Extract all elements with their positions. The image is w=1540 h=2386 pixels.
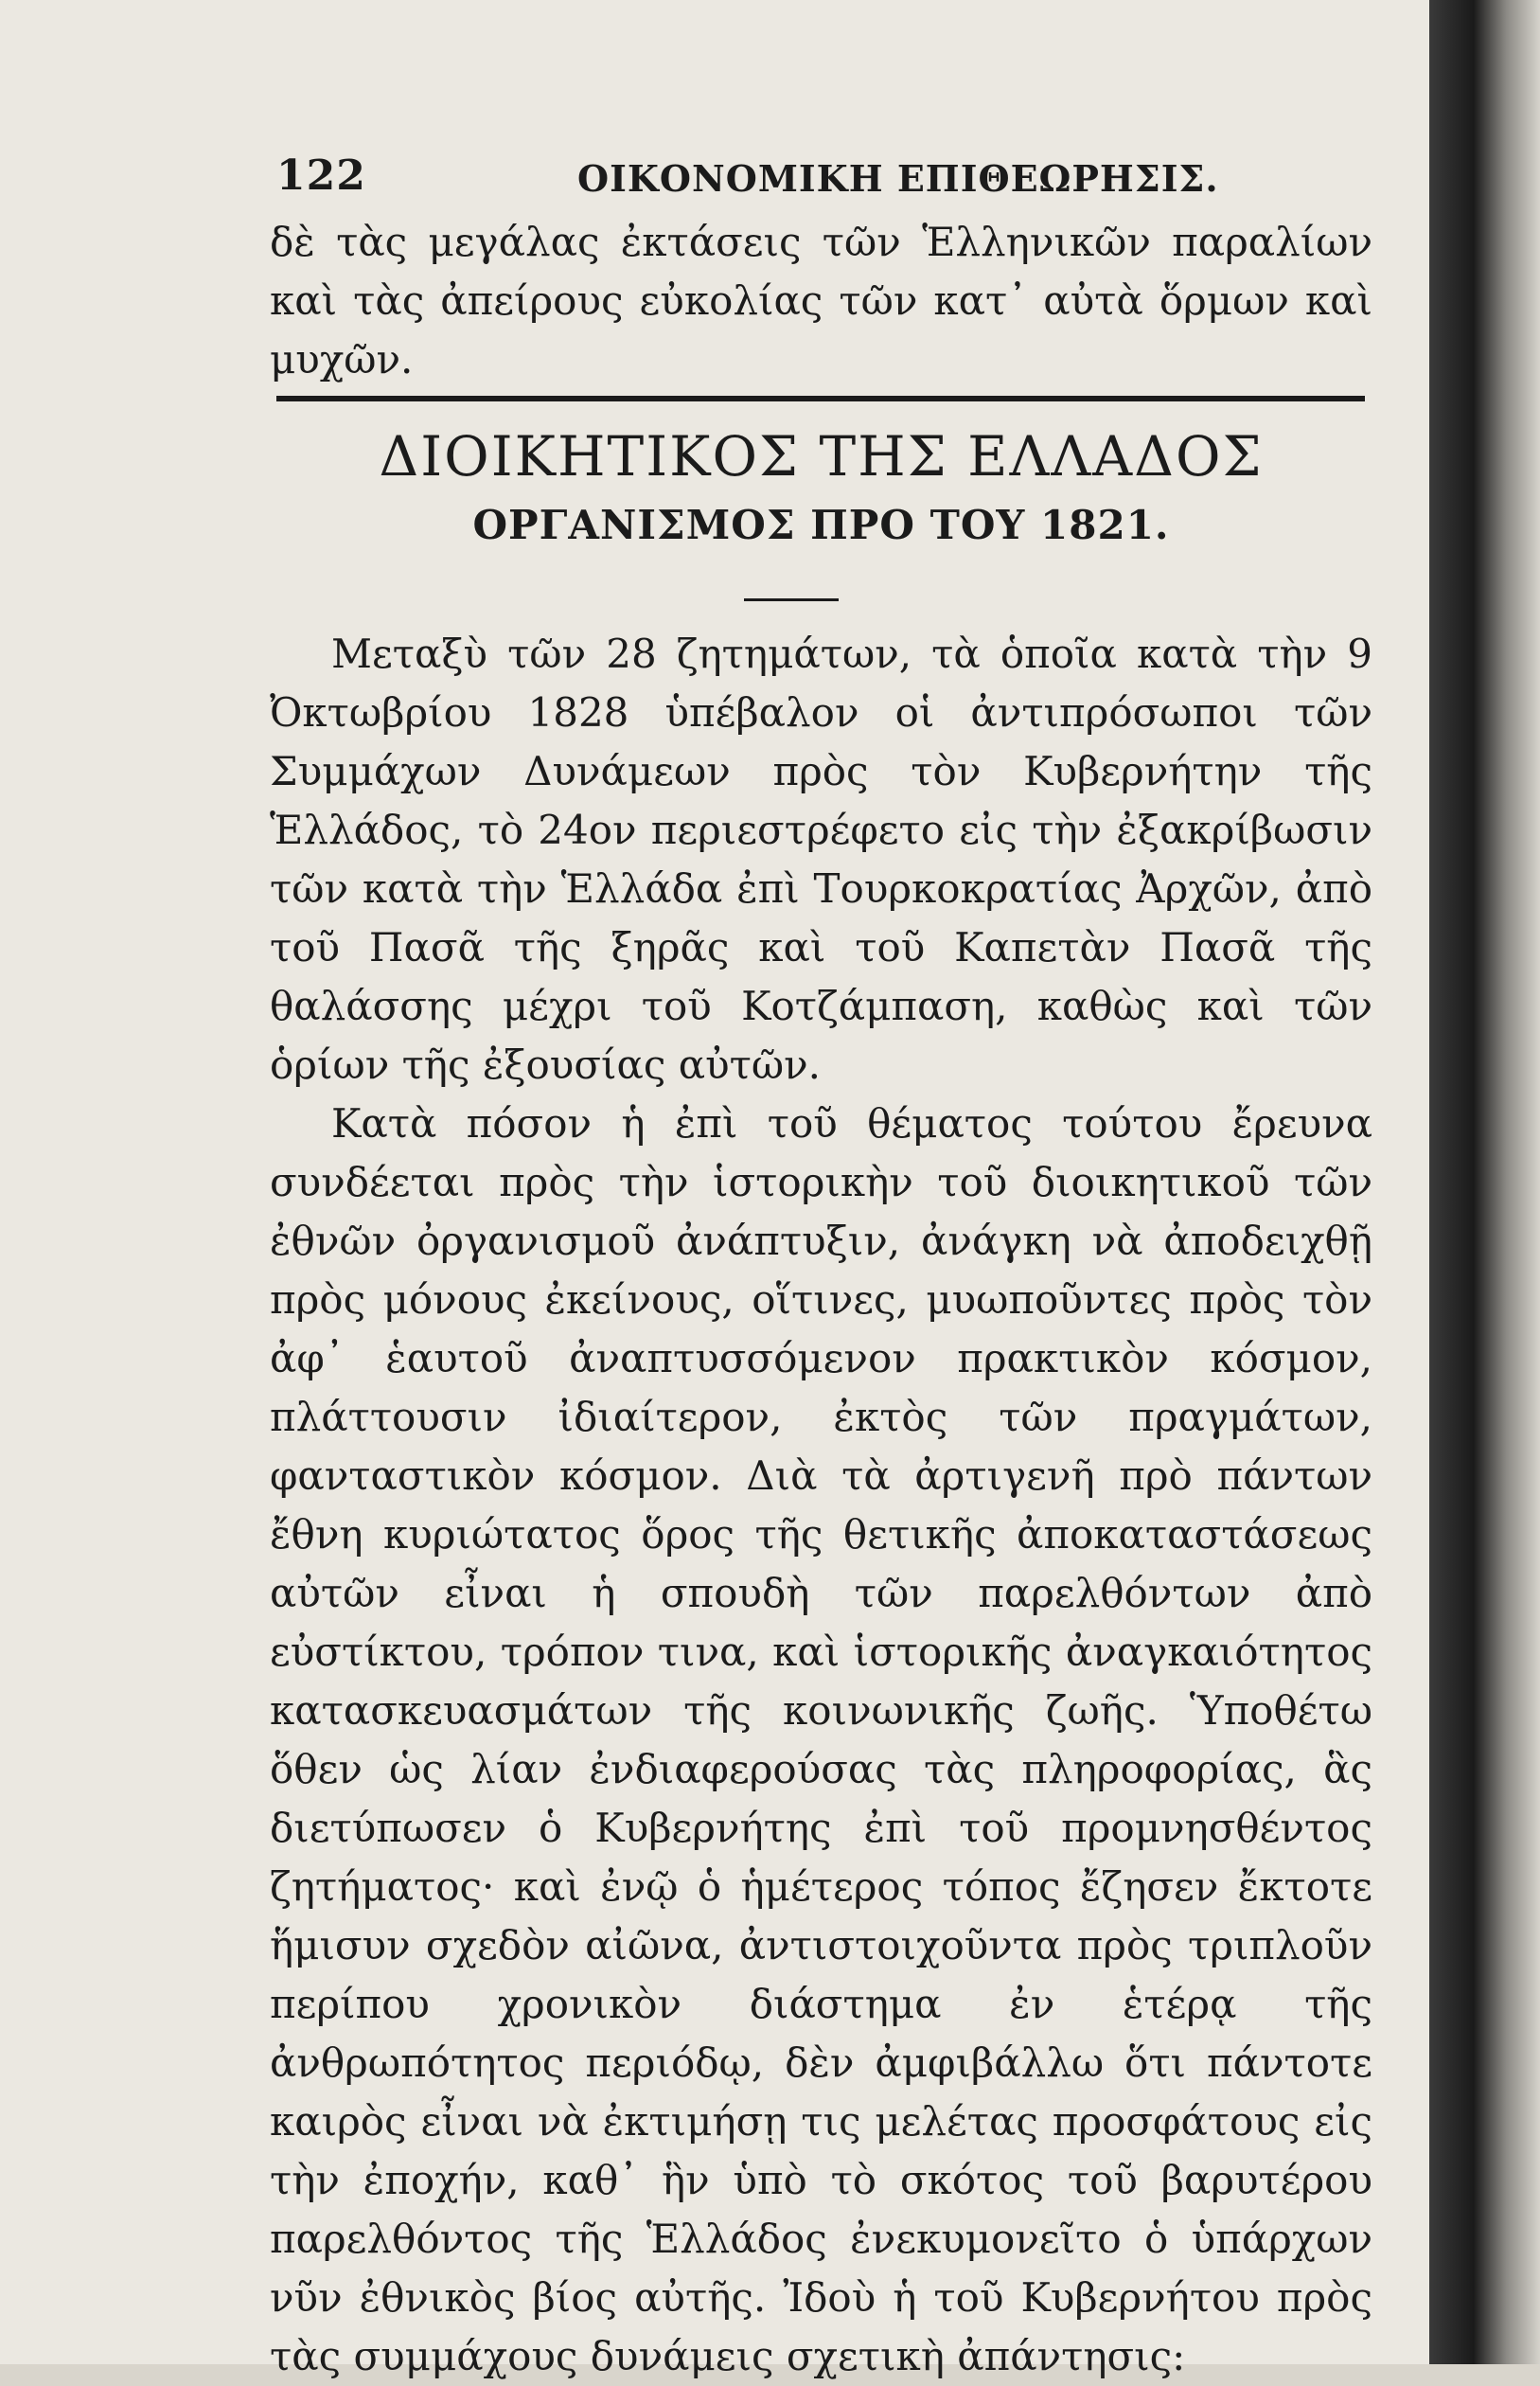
running-head: ΟΙΚΟΝΟΜΙΚΗ ΕΠΙΘΕΩΡΗΣΙΣ. <box>577 157 1219 200</box>
body-text <box>270 625 1372 2386</box>
section-title: ΔΙΟΙΚΗΤΙΚΟΣ ΤΗΣ ΕΛΛΑΔΟΣ <box>379 424 1264 489</box>
section-subtitle: ΟΡΓΑΝΙΣΜΟΣ ΠΡΟ ΤΟΥ 1821. <box>472 502 1170 548</box>
page-number: 122 <box>276 151 366 200</box>
page-header <box>276 151 1365 208</box>
intro-paragraph: δὲ τὰς μεγάλας ἐκτάσεις τῶν Ἑλληνικῶν παραλίων καὶ τὰς ἀπείρους εὐκολίας τῶν κατ᾽ αὐτὰ ὅρμων καὶ μυχῶν. <box>270 219 1372 383</box>
title-underline-rule <box>744 598 839 601</box>
section-divider-rule <box>276 396 1365 401</box>
body-paragraph-1: Μεταξὺ τῶν 28 ζητημάτων, τὰ ὁποῖα κατὰ τὴν 9 Ὀκτωβρίου 1828 ὑπέβαλον οἱ ἀντιπρόσωποι τῶν Συμμάχων Δυνάμεων πρὸς τὸν Κυβερνήτην τῆς Ἑλλάδος, τὸ 24ον περιεστρέφετο εἰς τὴν ἐξακρίβωσιν τῶν κατὰ τὴν Ἑλλάδα ἐπὶ Τουρκοκρατίας Ἀρχῶν, ἀπὸ τοῦ Πασᾶ τῆς ξηρᾶς καὶ τοῦ Καπετὰν Πασᾶ τῆς θαλάσσης μέχρι τοῦ Κοτζάμπαση, καθὼς καὶ τῶν ὁρίων τῆς ἐξουσίας αὐτῶν. <box>270 631 1372 1088</box>
intro-text-block <box>270 213 1372 389</box>
body-paragraph-2: Κατὰ πόσον ἡ ἐπὶ τοῦ θέματος τούτου ἔρευνα συνδέεται πρὸς τὴν ἱστορικὴν τοῦ διοικητικοῦ τῶν ἐθνῶν ὀργανισμοῦ ἀνάπτυξιν, ἀνάγκη νὰ ἀποδειχθῇ πρὸς μόνους ἐκείνους, οἵτινες, μυωποῦντες πρὸς τὸν ἀφ᾽ ἑαυτοῦ ἀναπτυσσόμενον πρακτικὸν κόσμον, πλάττουσιν ἰδιαίτερον, ἐκτὸς τῶν πραγμάτων, φανταστικὸν κόσμον. Διὰ τὰ ἀρτιγενῆ πρὸ πάντων ἔθνη κυριώτατος ὅρος τῆς θετικῆς ἀποκαταστάσεως αὐτῶν εἶναι ἡ σπουδὴ τῶν παρελθόντων ἀπὸ εὐστίκτου, τρόπον τινα, καὶ ἱστορικῆς ἀναγκαιότητος κατασκευασμάτων τῆς κοινωνικῆς ζωῆς. Ὑποθέτω ὅθεν ὡς λίαν ἐνδιαφερούσας τὰς πληροφορίας, ἃς διετύπωσεν ὁ Κυβερνήτης ἐπὶ τοῦ προμνησθέντος ζητήματος· καὶ ἐνῷ ὁ ἡμέτερος τόπος ἔζησεν ἔκτοτε ἥμισυν σχεδὸν αἰῶνα, ἀντιστοιχοῦντα πρὸς τριπλοῦν περίπου χρονικὸν διάστημα ἐν ἑτέρᾳ τῆς ἀνθρωπότητος περιόδῳ, δὲν ἀμφιβάλλω ὅτι πάντοτε καιρὸς εἶναι νὰ ἐκτιμήσῃ τις μελέτας προσφάτους εἰς τὴν ἐποχήν, καθ᾽ ἣν ὑπὸ τὸ σκότος τοῦ βαρυτέρου παρελθόντος τῆς Ἑλλάδος ἐνεκυμονεῖτο ὁ ὑπάρχων νῦν ἐθνικὸς βίος αὐτῆς. Ἰδοὺ ἡ τοῦ Κυβερνήτου πρὸς τὰς συμμάχους δυνάμεις σχετικὴ ἀπάντησις: <box>270 1100 1372 2379</box>
book-spine-shadow <box>1429 0 1540 2364</box>
